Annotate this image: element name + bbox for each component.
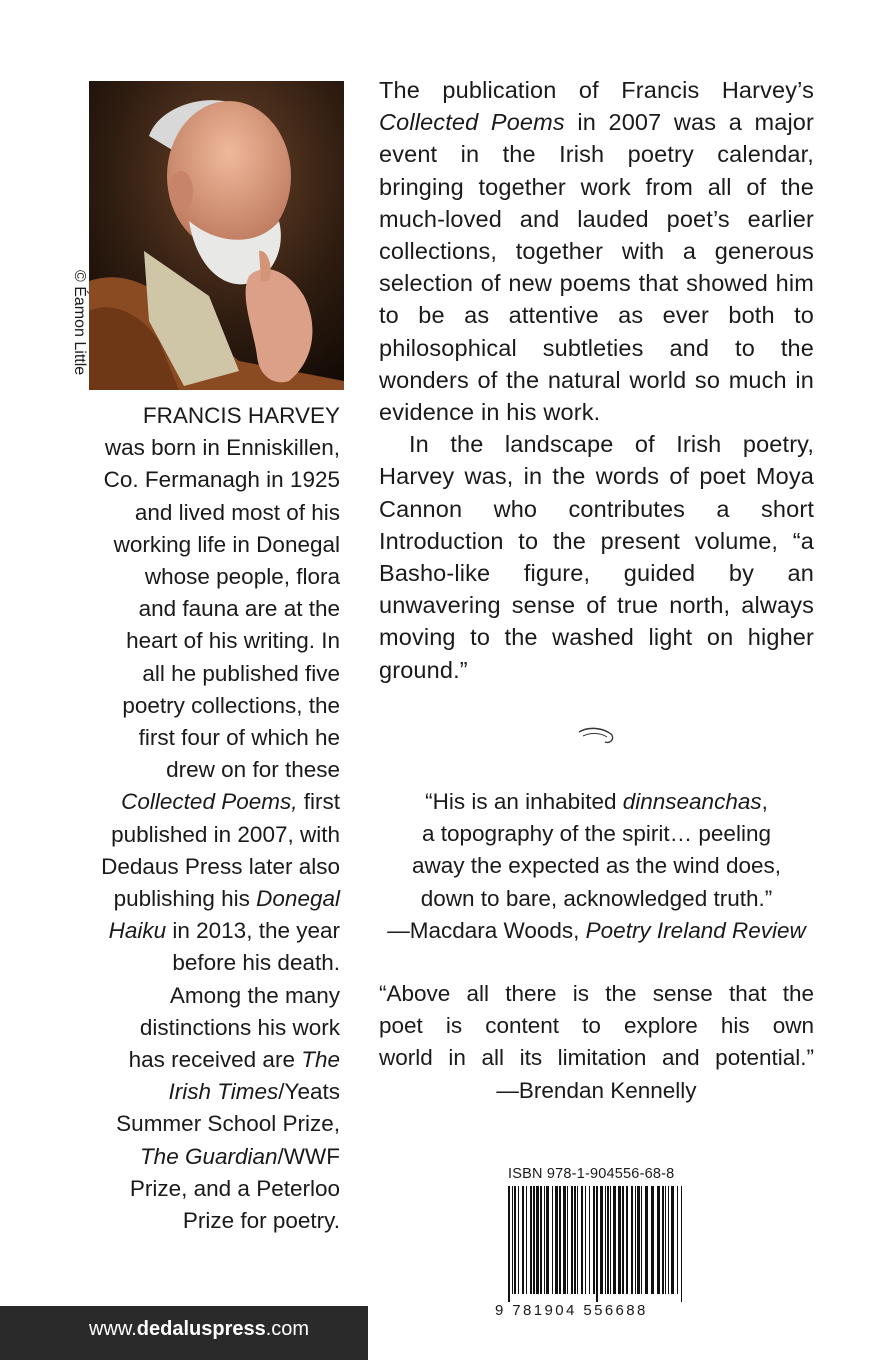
barcode-bar: [622, 1186, 624, 1294]
bio-line: published in 2007, with: [111, 821, 340, 847]
barcode-bar: [665, 1186, 666, 1294]
barcode-bar: [631, 1186, 633, 1294]
barcode-bar: [641, 1186, 642, 1294]
author-portrait-illustration: [89, 81, 344, 390]
barcode-bar: [526, 1186, 527, 1294]
bio-line: before his death.: [172, 950, 340, 976]
bio-line: Prize for poetry.: [182, 1208, 340, 1234]
review-quote-woods: “His is an inhabited dinnseanchas, a topography of the spirit… peeling away the expected as the wind does, down to bare, acknowledged truth.” —Macdara Woods, Poetry Ireland Review: [379, 786, 814, 947]
barcode-bar: [559, 1186, 561, 1294]
author-bio: [80, 400, 340, 1237]
barcode-bar: [618, 1186, 621, 1294]
review-quote-kennelly: “Above all there is the sense that the poet is content to explore his own world in all its limitation and potential.” —Brendan Kennelly: [379, 978, 814, 1107]
bio-line: Among the many: [169, 982, 340, 1008]
bio-line: Co. Fermanagh in 1925: [103, 467, 340, 493]
bio-line: heart of his writing. In: [126, 628, 340, 654]
bio-line: and fauna are at the: [138, 596, 340, 622]
book-description: [379, 74, 814, 686]
barcode-bar: [508, 1186, 510, 1302]
bio-line: and lived most of his: [134, 499, 340, 525]
barcode-bar: [530, 1186, 532, 1294]
bio-line: publishing his Donegal: [113, 886, 340, 912]
bio-line: Prize, and a Peterloo: [129, 1175, 340, 1201]
barcode-bar: [668, 1186, 669, 1294]
quote-attribution: —Brendan Kennelly: [496, 1077, 697, 1103]
barcode-bar: [657, 1186, 660, 1294]
barcode-bar: [577, 1186, 578, 1294]
barcode-bar: [671, 1186, 674, 1294]
barcode-bar: [544, 1186, 545, 1294]
barcode-bar: [607, 1186, 609, 1294]
barcode-bar: [571, 1186, 573, 1294]
barcode-bar: [552, 1186, 553, 1294]
barcode-bar: [522, 1186, 524, 1294]
bio-line: first four of which he: [138, 725, 340, 751]
barcode-bar: [536, 1186, 539, 1294]
barcode-digits: 9 781904 556688: [495, 1302, 648, 1319]
bio-line: has received are The: [128, 1047, 340, 1073]
barcode-bar: [677, 1186, 678, 1294]
barcode-bar: [563, 1186, 566, 1294]
barcode-bar: [589, 1186, 590, 1294]
barcode-bar: [635, 1186, 636, 1294]
barcode-bar: [662, 1186, 664, 1294]
bio-line: Dedaus Press later also: [101, 853, 340, 879]
flourish-ornament-icon: [577, 724, 617, 746]
bio-line: poetry collections, the: [122, 692, 340, 718]
barcode-bar: [540, 1186, 542, 1294]
barcode-bar: [585, 1186, 586, 1294]
bio-line: Summer School Prize,: [116, 1111, 340, 1137]
bio-line: The Guardian/WWF: [139, 1143, 340, 1169]
bio-line: whose people, flora: [144, 564, 340, 590]
barcode-bar: [600, 1186, 603, 1294]
barcode-bar: [567, 1186, 568, 1294]
bio-line: was born in Enniskillen,: [104, 435, 340, 461]
barcode-bar: [514, 1186, 516, 1294]
bio-line: all he published five: [142, 660, 340, 686]
barcode-bar: [512, 1186, 513, 1294]
bio-line: drew on for these: [166, 757, 340, 783]
barcode-bar: [574, 1186, 576, 1294]
barcode-bar: [596, 1186, 598, 1302]
publisher-footer: [0, 1306, 368, 1360]
barcode-bar: [613, 1186, 616, 1294]
bio-line: Haiku in 2013, the year: [108, 918, 340, 944]
barcode-icon: [508, 1186, 685, 1302]
description-paragraph-2: In the landscape of Irish poetry, Harvey was, in the words of poet Moya Cannon who contributes a short Introduction to the present volume, “a Basho-like figure, guided by an unwavering sense of true north, always moving to the washed light on higher ground.”: [379, 431, 814, 683]
bio-line: working life in Donegal: [113, 531, 340, 557]
description-paragraph-1: The publication of Francis Harvey’s Collected Poems in 2007 was a major event in the Irish poetry calendar, bringing together work from all of the much-loved and lauded poet’s earlier collections, together with a generous selection of new poems that showed him to be as attentive as ever both to philosophical subtleties and to the wonders of the natural world so much in evidence in his work.: [379, 77, 815, 426]
photo-credit: © Éamon Little: [71, 270, 88, 376]
barcode-bar: [581, 1186, 583, 1294]
publisher-website[interactable]: www.dedaluspress.com: [89, 1318, 310, 1340]
barcode-bar: [518, 1186, 519, 1294]
barcode-bar: [605, 1186, 606, 1294]
barcode-bar: [651, 1186, 654, 1294]
quote-attribution: —Macdara Woods, Poetry Ireland Review: [387, 917, 806, 943]
bio-line: FRANCIS HARVEY: [142, 403, 340, 428]
barcode-bar: [555, 1186, 558, 1294]
barcode-bar: [610, 1186, 611, 1294]
author-photo: [89, 81, 344, 390]
bio-line: Collected Poems, first: [121, 789, 340, 815]
barcode-bar: [681, 1186, 682, 1302]
bio-line: distinctions his work: [139, 1014, 340, 1040]
barcode-bar: [637, 1186, 640, 1294]
isbn-label: ISBN 978-1-904556-68-8: [508, 1166, 675, 1182]
bio-line: Irish Times/Yeats: [168, 1079, 340, 1105]
barcode-bar: [533, 1186, 535, 1294]
barcode-bar: [593, 1186, 595, 1294]
barcode-bar: [546, 1186, 549, 1294]
barcode-bar: [626, 1186, 628, 1294]
barcode-bar: [645, 1186, 648, 1294]
